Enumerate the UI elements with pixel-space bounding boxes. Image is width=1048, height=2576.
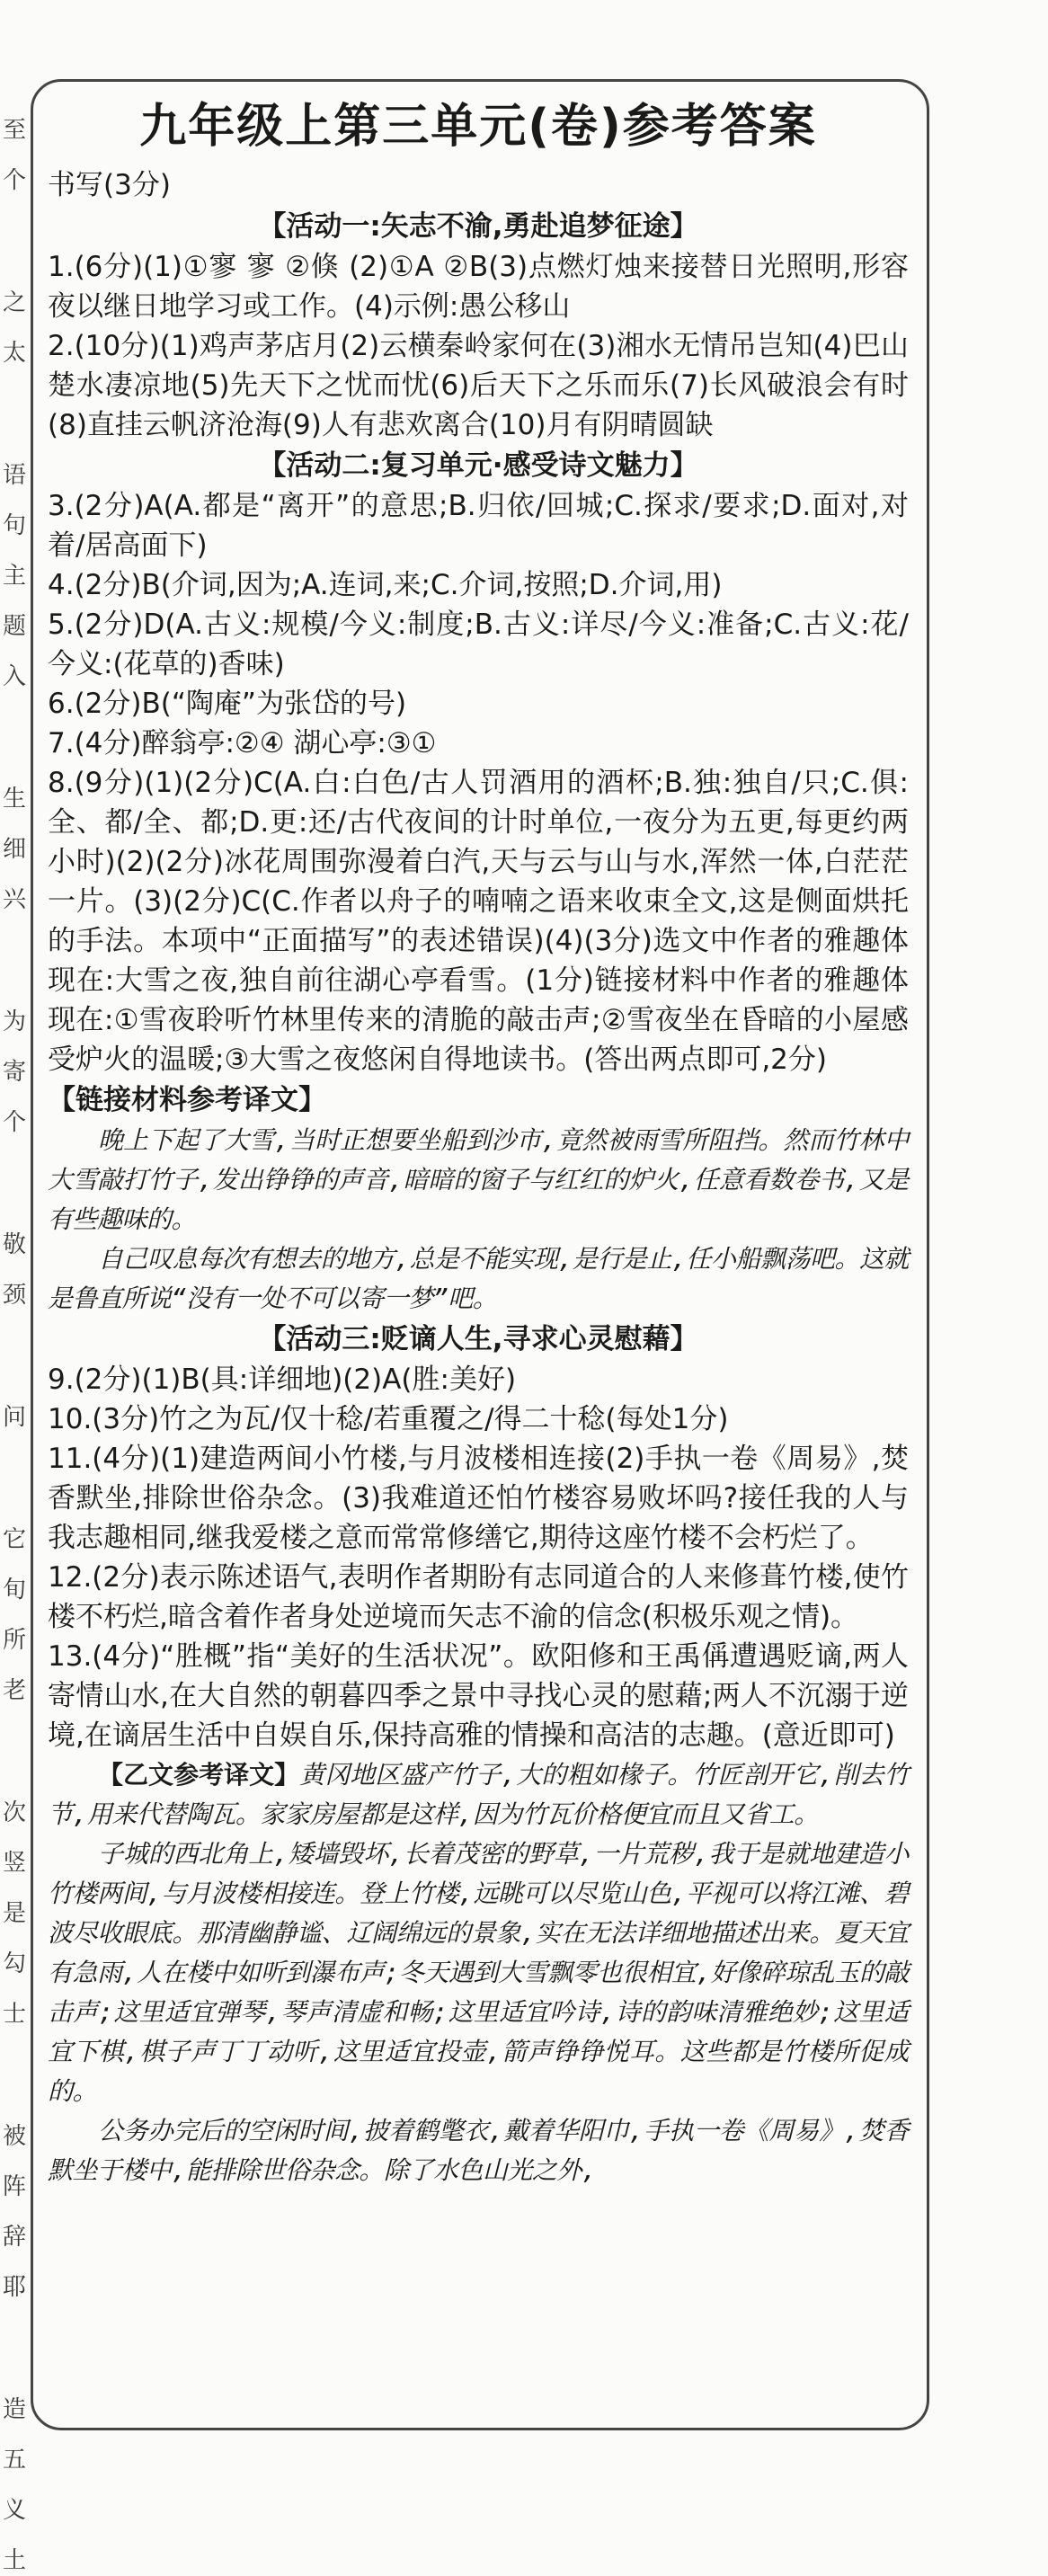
margin-char: 造 bbox=[2, 2396, 26, 2423]
yi-translation-p1 bbox=[48, 1755, 909, 1834]
margin-char: 题 bbox=[2, 613, 26, 640]
yi-translation-p2: 子城的西北角上,矮墙毁坏,长着茂密的野草,一片荒秽,我于是就地建造小竹楼两间,与月波楼相接连。登上竹楼,远眺可以尽览山色,平视可以将江滩、碧波尽收眼底。那清幽静谧、辽阔绵远的景象,实在无法详细地描述出来。夏天宜有急雨,人在楼中如听到瀑布声;冬天遇到大雪飘零也很相宜,好像碎琼乱玉的敲击声;这里适宜弹琴,琴声清虚和畅;这里适宜吟诗,诗的韵味清雅绝妙;这里适宜下棋,棋子声丁丁动听,这里适宜投壶,箭声铮铮悦耳。这些都是竹楼所促成的。 bbox=[48, 1839, 909, 2106]
margin-char: 勾 bbox=[2, 1950, 26, 1977]
answer-q9: 9.(2分)(1)B(具:详细地)(2)A(胜:美好) bbox=[48, 1364, 517, 1396]
margin-char: 语 bbox=[2, 462, 26, 489]
margin-char: 太 bbox=[2, 340, 26, 367]
margin-char: 入 bbox=[2, 663, 26, 690]
answer-q13: 13.(4分)“胜概”指“美好的生活状况”。欧阳修和王禹偁遭遇贬谪,两人寄情山水,在大自然的朝暮四季之景中寻找心灵的慰藉;两人不沉溺于逆境,在谪居生活中自娱自乐,保持高雅的情操和高洁的志趣。(意近即可) bbox=[48, 1640, 909, 1752]
answer-q5: 5.(2分)D(A.古义:规模/今义:制度;B.古义:详尽/今义:准备;C.古义:花/今义:(花草的)香味) bbox=[48, 608, 909, 680]
activity-1-heading: 【活动一:矢志不渝,勇赴追梦征途】 bbox=[258, 210, 698, 243]
margin-char: 土 bbox=[2, 2547, 26, 2574]
margin-char: 敬 bbox=[2, 1231, 26, 1258]
margin-char: 是 bbox=[2, 1900, 26, 1927]
left-margin-bleed-text bbox=[0, 0, 29, 2574]
margin-char: 生 bbox=[2, 786, 26, 813]
margin-char: 个 bbox=[2, 167, 26, 194]
margin-char: 颈 bbox=[2, 1282, 26, 1309]
answer-q7: 7.(4分)醉翁亭:②④ 湖心亭:③① bbox=[48, 727, 437, 759]
margin-char: 主 bbox=[2, 563, 26, 590]
answer-q1: 1.(6分)(1)①寥 寥 ②倏 (2)①A ②B(3)点燃灯烛来接替日光照明,形容夜以继日地学习或工作。(4)示例:愚公移山 bbox=[48, 251, 909, 323]
yi-translation-heading: 【乙文参考译文】 bbox=[98, 1760, 300, 1790]
link-translation-p1: 晚上下起了大雪,当时正想要坐船到沙市,竟然被雨雪所阻挡。然而竹林中大雪敲打竹子,发出铮铮的声音,暗暗的窗子与红红的炉火,任意看数卷书,又是有些趣味的。 bbox=[48, 1125, 909, 1234]
answer-q4: 4.(2分)B(介词,因为;A.连词,来;C.介词,按照;D.介词,用) bbox=[48, 569, 723, 601]
margin-char: 士 bbox=[2, 2001, 26, 2028]
margin-char: 细 bbox=[2, 836, 26, 863]
answer-q8: 8.(9分)(1)(2分)C(A.白:白色/古人罚酒用的酒杯;B.独:独自/只;C.俱:全、都/全、都;D.更:还/古代夜间的计时单位,一夜分为五更,每更约两小时)(2)(2分)冰花周围弥漫着白汽,天与云与山与水,浑然一体,白茫茫一片。(3)(2分)C(C.作者以舟子的喃喃之语来收束全文,这是侧面烘托的手法。本项中“正面描写”的表述错误)(4)(3分)选文中作者的雅趣体现在:大雪之夜,独自前往湖心亭看雪。(1分)链接材料中作者的雅趣体现在:①雪夜聆听竹林里传来的清脆的敲击声;②雪夜坐在昏暗的小屋感受炉火的温暖;③大雪之夜悠闲自得地读书。(答出两点即可,2分) bbox=[48, 767, 909, 1076]
answer-sheet bbox=[31, 79, 929, 2430]
margin-char: 阵 bbox=[2, 2173, 26, 2200]
margin-char: 个 bbox=[2, 1109, 26, 1136]
answer-q2: 2.(10分)(1)鸡声茅店月(2)云横秦岭家何在(3)湘水无情吊岂知(4)巴山楚水凄凉地(5)先天下之忧而忧(6)后天下之乐而乐(7)长风破浪会有时(8)直挂云帆济沧海(9)人有悲欢离合(10)月有阴晴圆缺 bbox=[48, 330, 909, 441]
margin-char: 兴 bbox=[2, 886, 26, 913]
margin-char: 辞 bbox=[2, 2224, 26, 2251]
writing-score-note: 书写(3分) bbox=[48, 169, 171, 201]
margin-char: 旬 bbox=[2, 1577, 26, 1603]
margin-char: 它 bbox=[2, 1526, 26, 1553]
margin-char: 次 bbox=[2, 1799, 26, 1826]
margin-char: 为 bbox=[2, 1008, 26, 1035]
link-translation-p2: 自己叹息每次有想去的地方,总是不能实现,是行是止,任小船飘荡吧。这就是鲁直所说“没有一处不可以寄一梦”吧。 bbox=[48, 1244, 909, 1313]
yi-translation-p1-text: 黄冈地区盛产竹子,大的粗如椽子。竹匠剖开它,削去竹节,用来代替陶瓦。家家房屋都是这样,因为竹瓦价格便宜而且又省工。 bbox=[48, 1760, 909, 1829]
answer-q3: 3.(2分)A(A.都是“离开”的意思;B.归依/回城;C.探求/要求;D.面对,对着/居高面下) bbox=[48, 490, 909, 562]
margin-char: 竖 bbox=[2, 1850, 26, 1877]
activity-2-heading: 【活动二:复习单元·感受诗文魅力】 bbox=[258, 449, 698, 482]
margin-char: 义 bbox=[2, 2497, 26, 2524]
margin-char: 五 bbox=[2, 2447, 26, 2474]
link-material-heading: 【链接材料参考译文】 bbox=[48, 1084, 326, 1116]
margin-char: 被 bbox=[2, 2123, 26, 2150]
page-title: 九年级上第三单元(卷)参考答案 bbox=[139, 100, 817, 154]
yi-translation-p3: 公务办完后的空闲时间,披着鹤氅衣,戴着华阳巾,手执一卷《周易》,焚香默坐于楼中,能排除世俗杂念。除了水色山光之外, bbox=[48, 2116, 909, 2185]
answer-q12: 12.(2分)表示陈述语气,表明作者期盼有志同道合的人来修葺竹楼,使竹楼不朽烂,暗含着作者身处逆境而矢志不渝的信念(积极乐观之情)。 bbox=[48, 1561, 909, 1633]
margin-char: 问 bbox=[2, 1404, 26, 1431]
margin-char: 所 bbox=[2, 1627, 26, 1654]
margin-char: 寄 bbox=[2, 1059, 26, 1086]
activity-3-heading: 【活动三:贬谪人生,寻求心灵慰藉】 bbox=[258, 1323, 698, 1355]
answer-q6: 6.(2分)B(“陶庵”为张岱的号) bbox=[48, 688, 407, 720]
answer-q10: 10.(3分)竹之为瓦/仅十稔/若重覆之/得二十稔(每处1分) bbox=[48, 1403, 729, 1435]
margin-char: 耶 bbox=[2, 2274, 26, 2301]
margin-char: 老 bbox=[2, 1677, 26, 1704]
margin-char: 句 bbox=[2, 512, 26, 539]
answer-q11: 11.(4分)(1)建造两间小竹楼,与月波楼相连接(2)手执一卷《周易》,焚香默坐,排除世俗杂念。(3)我难道还怕竹楼容易败坏吗?接任我的人与我志趣相同,继我爱楼之意而常常修缮它,期待这座竹楼不会朽烂了。 bbox=[48, 1443, 909, 1554]
margin-char: 至 bbox=[2, 117, 26, 144]
margin-char: 之 bbox=[2, 289, 26, 316]
